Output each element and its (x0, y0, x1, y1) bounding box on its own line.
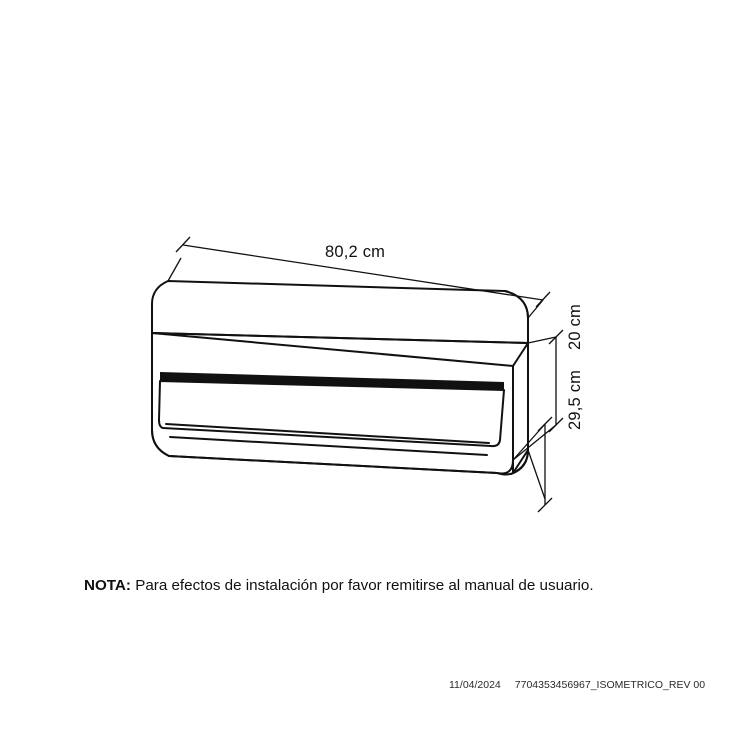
installation-note (84, 576, 684, 596)
dim-width-ext-left (168, 258, 181, 281)
footer-code: 7704353456967_ISOMETRICO_REV 00 (514, 679, 706, 691)
dim-width-tick-left (176, 237, 190, 252)
note-label: NOTA: (84, 577, 131, 594)
drawing-footer (449, 679, 705, 691)
dim-width-ext-right (528, 300, 543, 318)
dimension-label-depth: 29,5 cm (566, 369, 584, 430)
bottom-lip (169, 456, 497, 473)
dimension-label-width: 80,2 cm (325, 243, 386, 261)
dim-height-ext-bottom (513, 425, 556, 460)
dimension-label-height: 20 cm (566, 304, 584, 350)
note-text: Para efectos de instalación por favor remitirse al manual de usuario. (130, 577, 594, 594)
product-body-outline (152, 281, 528, 475)
footer-date: 11/04/2024 (449, 679, 501, 691)
dim-depth-ext-bottom (528, 450, 545, 499)
vent-slot-inner (159, 381, 504, 446)
